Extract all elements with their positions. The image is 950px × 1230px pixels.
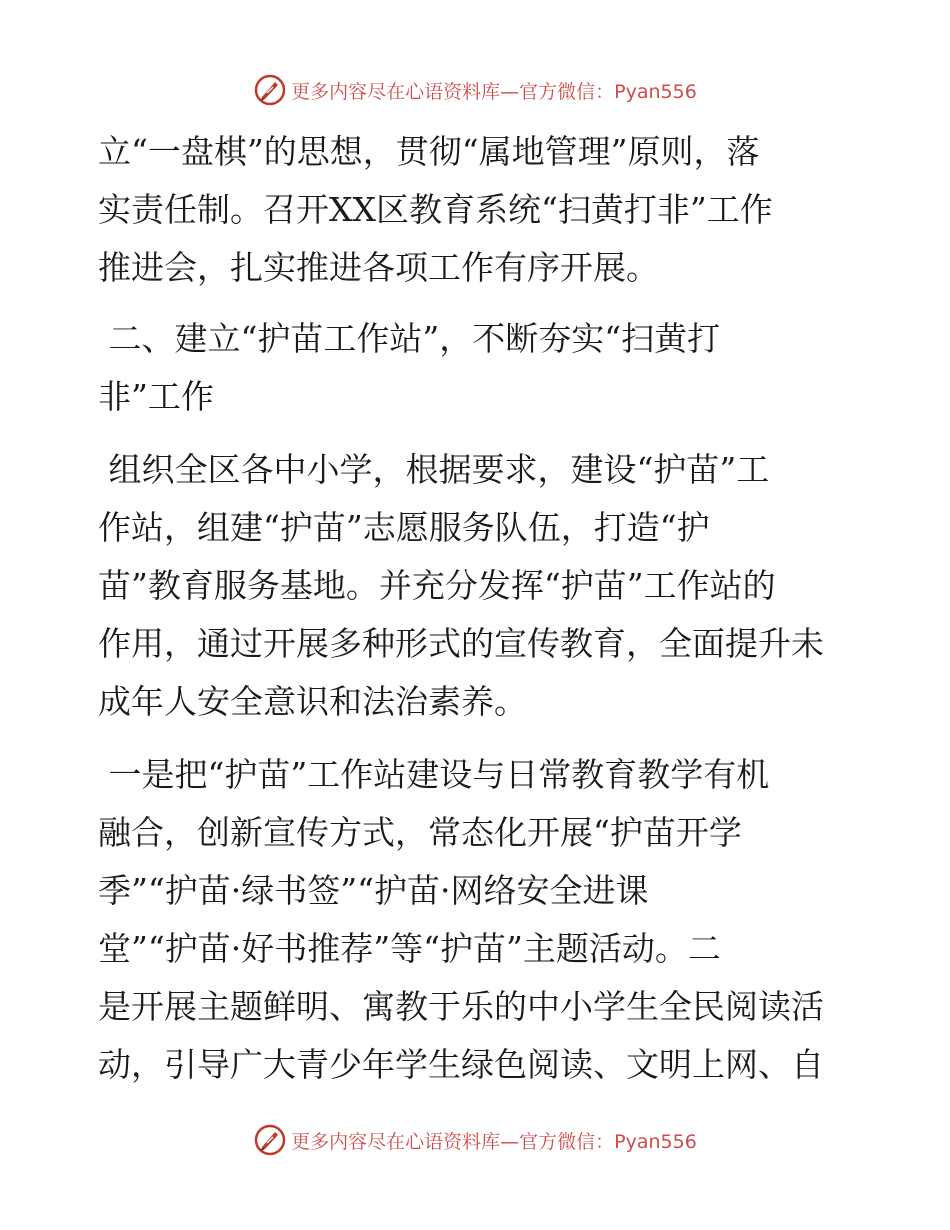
header-banner bbox=[0, 70, 950, 110]
heading-line: 非”工作 bbox=[98, 377, 214, 416]
pen-quill-logo-icon bbox=[253, 1123, 287, 1157]
paragraph-3 bbox=[98, 746, 858, 1094]
header-banner-inner bbox=[253, 73, 697, 107]
text-line: 季”“护苗·绿书签”“护苗·网络安全进课 bbox=[98, 871, 649, 910]
footer-banner-inner bbox=[253, 1123, 697, 1157]
heading-line: 二、建立“护苗工作站”，不断夯实“扫黄打 bbox=[98, 319, 721, 358]
text-line: 堂”“护苗·好书推荐”等“护苗”主题活动。二 bbox=[98, 929, 721, 968]
footer-banner-text: 更多内容尽在心语资料库—官方微信：Pyan556 bbox=[291, 1130, 697, 1153]
text-line: 组织全区各中小学，根据要求，建设“护苗”工 bbox=[98, 450, 770, 489]
text-line: 融合，创新宣传方式，常态化开展“护苗开学 bbox=[98, 813, 742, 852]
header-banner-text: 更多内容尽在心语资料库—官方微信：Pyan556 bbox=[291, 80, 697, 103]
text-line: 推进会，扎实推进各项工作有序开展。 bbox=[98, 248, 659, 287]
paragraph-2 bbox=[98, 441, 858, 731]
text-line: 动，引导广大青少年学生绿色阅读、文明上网、自 bbox=[98, 1045, 824, 1084]
pen-quill-logo-icon bbox=[253, 73, 287, 107]
text-line: 实责任制。召开XX区教育系统“扫黄打非”工作 bbox=[98, 190, 773, 229]
paragraph-1 bbox=[98, 123, 858, 297]
text-line: 作站，组建“护苗”志愿服务队伍，打造“护 bbox=[98, 508, 710, 547]
section-heading bbox=[98, 310, 858, 426]
footer-banner bbox=[0, 1120, 950, 1160]
text-line: 作用，通过开展多种形式的宣传教育，全面提升未 bbox=[98, 624, 824, 663]
text-line: 一是把“护苗”工作站建设与日常教育教学有机 bbox=[98, 755, 770, 794]
text-line: 成年人安全意识和法治素养。 bbox=[98, 682, 527, 721]
text-line: 苗”教育服务基地。并充分发挥“护苗”工作站的 bbox=[98, 566, 776, 605]
text-line: 是开展主题鲜明、寓教于乐的中小学生全民阅读活 bbox=[98, 987, 824, 1026]
text-line: 立“一盘棋”的思想，贯彻“属地管理”原则，落 bbox=[98, 132, 760, 171]
